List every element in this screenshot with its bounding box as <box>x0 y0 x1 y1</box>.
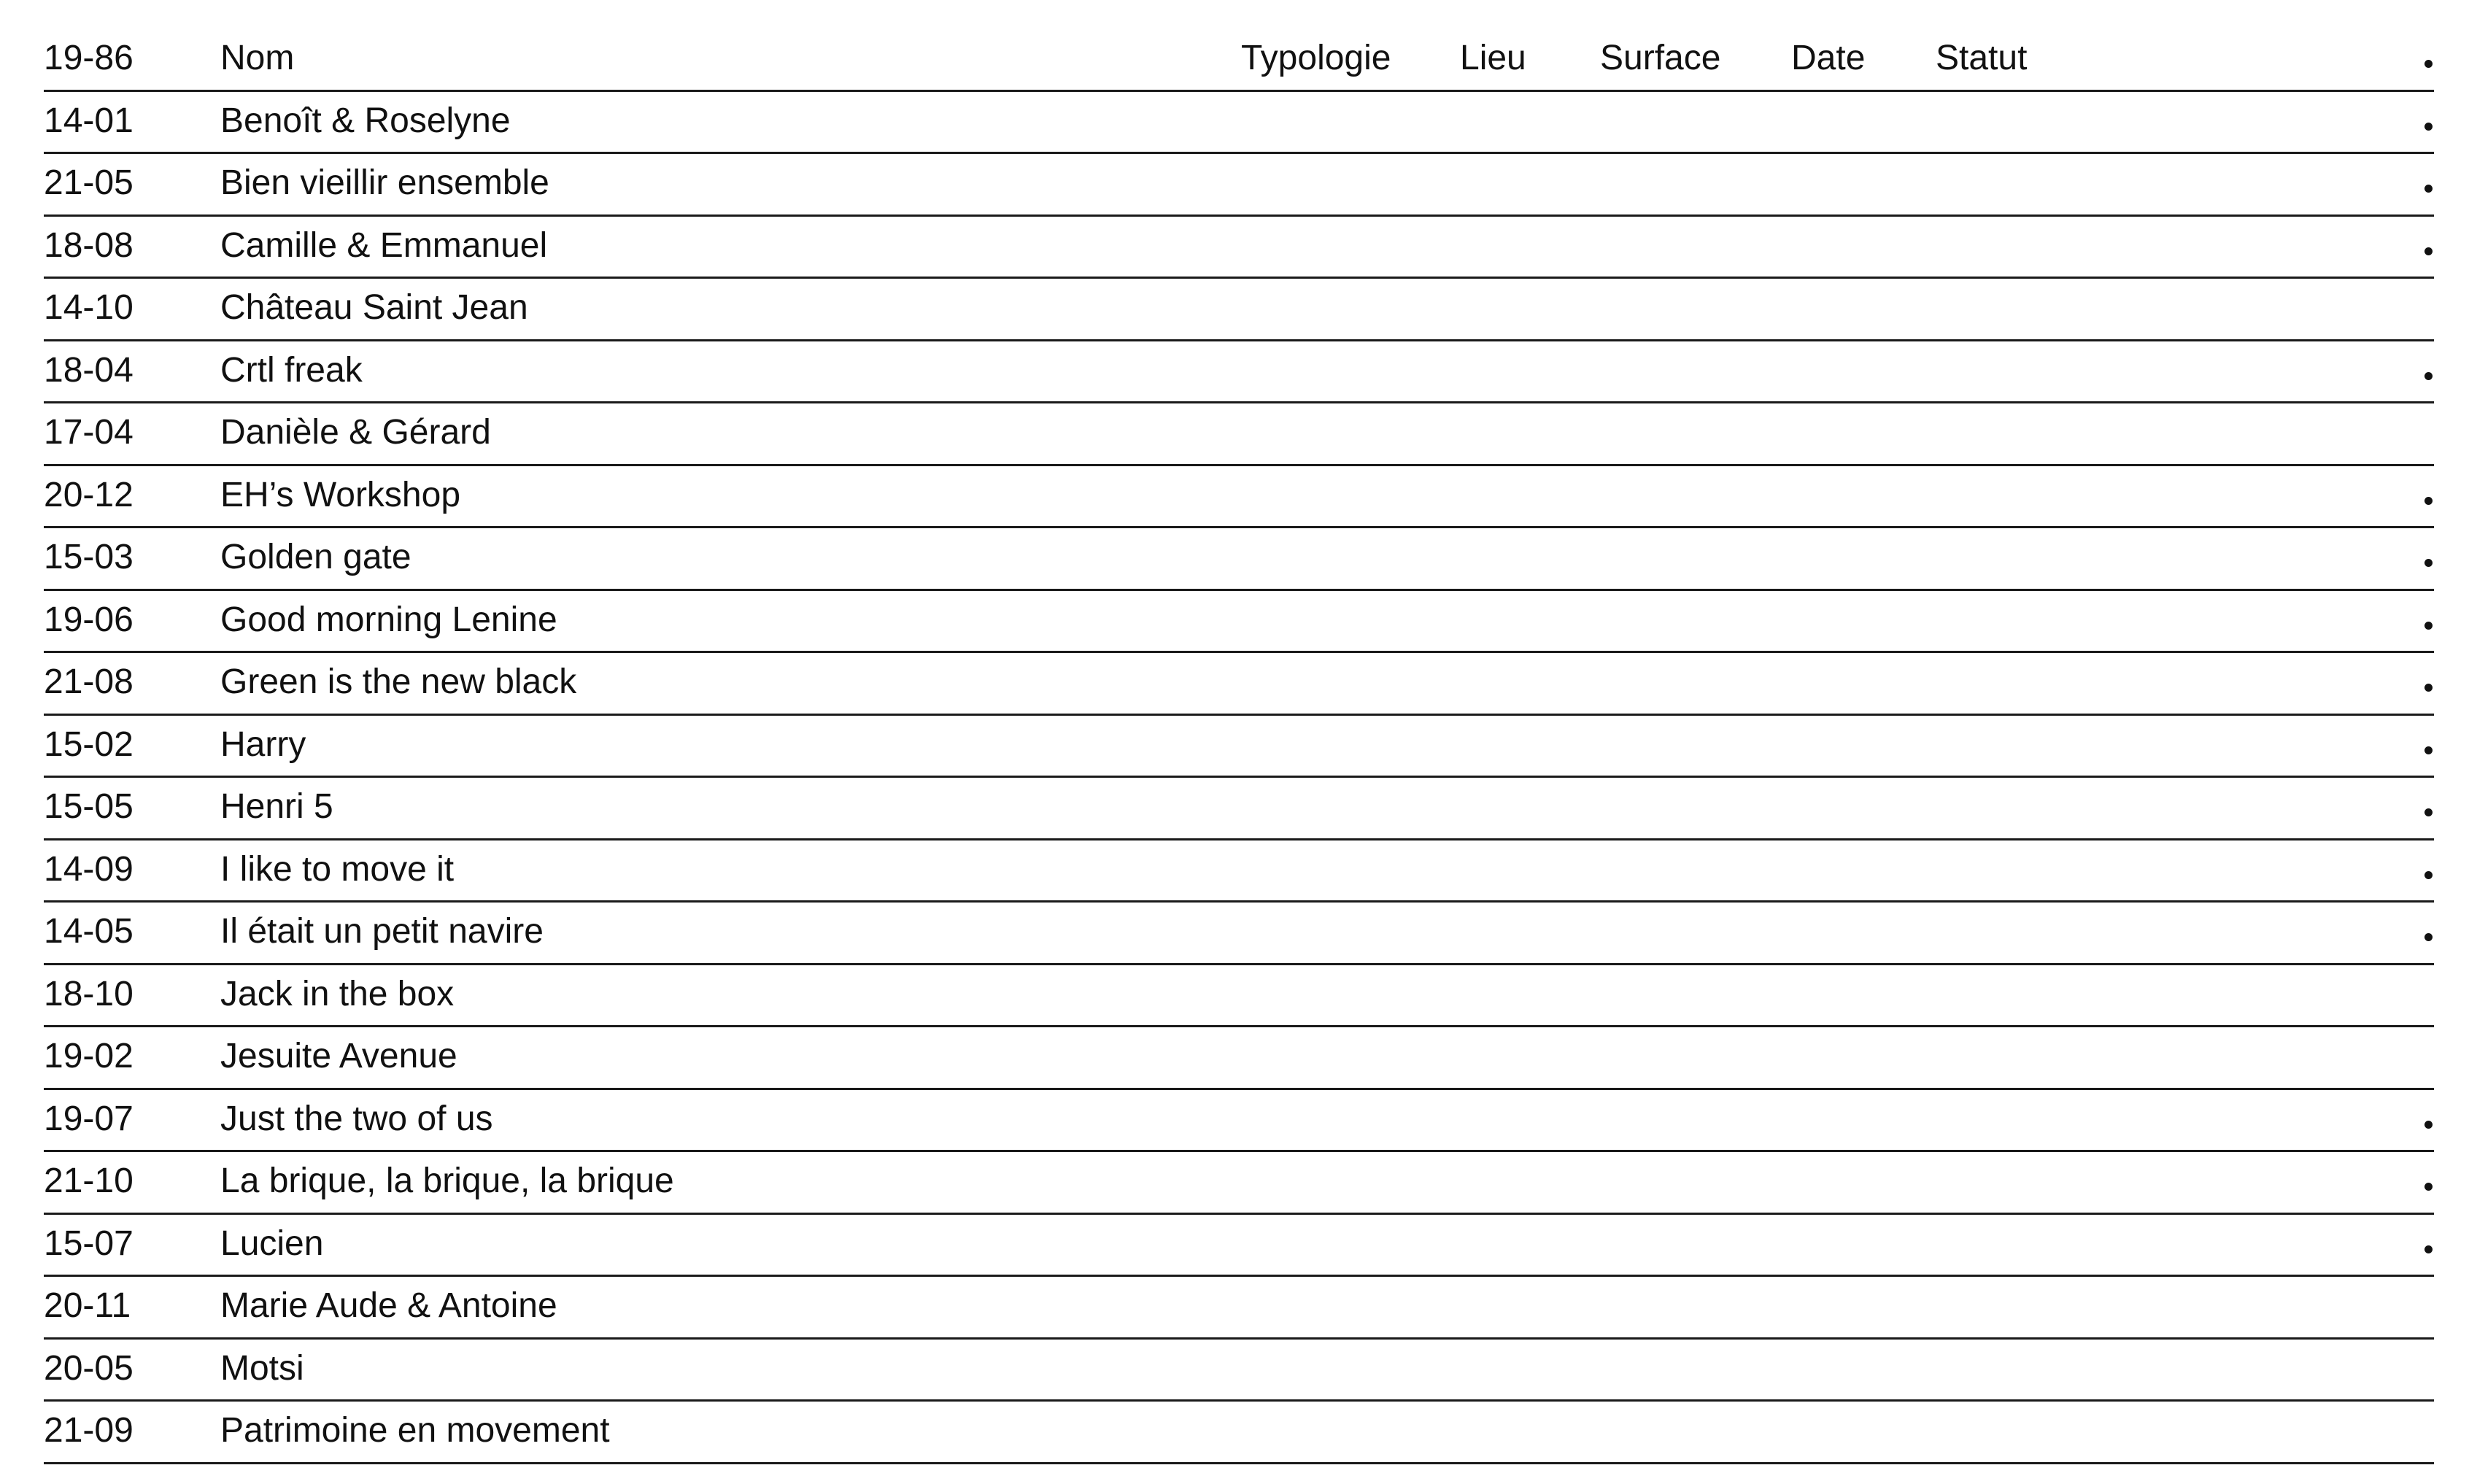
header-dot-icon <box>2424 60 2433 68</box>
header-statut[interactable]: Statut <box>1936 39 2028 77</box>
project-name-link[interactable]: Benoît & Roselyne <box>220 101 511 140</box>
row-dot-icon <box>2424 247 2433 255</box>
row-dot-icon <box>2424 746 2433 754</box>
project-code: 18-10 <box>44 974 134 1013</box>
row-dot-icon <box>2424 1245 2433 1253</box>
project-name-link[interactable]: Henri 5 <box>220 787 333 826</box>
table-row[interactable] <box>44 903 2434 965</box>
table-row[interactable] <box>44 840 2434 903</box>
header-code[interactable]: 19-86 <box>44 39 134 77</box>
project-code: 17-04 <box>44 413 134 452</box>
table-row[interactable] <box>44 279 2434 341</box>
header-lieu[interactable]: Lieu <box>1460 39 1526 77</box>
table-row[interactable] <box>44 1152 2434 1215</box>
table-row[interactable] <box>44 341 2434 404</box>
table-row[interactable] <box>44 965 2434 1028</box>
row-dot-icon <box>2424 1121 2433 1129</box>
project-code: 15-07 <box>44 1224 134 1263</box>
row-dot-icon <box>2424 933 2433 941</box>
project-name-link[interactable]: Harry <box>220 724 306 764</box>
project-name-link[interactable]: Château Saint Jean <box>220 288 528 327</box>
row-dot-icon <box>2424 1183 2433 1191</box>
project-code: 19-06 <box>44 600 134 639</box>
project-name-link[interactable]: Crtl freak <box>220 350 363 390</box>
header-surface[interactable]: Surface <box>1600 39 1721 77</box>
project-name-link[interactable]: La brique, la brique, la brique <box>220 1162 674 1200</box>
table-row[interactable] <box>44 92 2434 155</box>
project-code: 14-09 <box>44 849 134 889</box>
project-name-link[interactable]: Il était un petit navire <box>220 912 544 951</box>
row-dot-icon <box>2424 808 2433 816</box>
table-row[interactable] <box>44 1090 2434 1153</box>
project-code: 14-01 <box>44 101 134 140</box>
project-name-link[interactable]: Bien vieillir ensemble <box>220 163 549 202</box>
project-name-link[interactable]: Danièle & Gérard <box>220 413 491 452</box>
row-dot-icon <box>2424 684 2433 692</box>
project-code: 15-03 <box>44 538 134 576</box>
table-row[interactable] <box>44 466 2434 529</box>
project-code: 20-05 <box>44 1348 134 1388</box>
row-dot-icon <box>2424 871 2433 879</box>
project-code: 15-05 <box>44 787 134 826</box>
row-dot-icon <box>2424 559 2433 567</box>
header-date[interactable]: Date <box>1791 39 1866 77</box>
table-row[interactable] <box>44 591 2434 654</box>
header-nom[interactable]: Nom <box>220 39 295 77</box>
table-row[interactable] <box>44 1215 2434 1278</box>
project-name-link[interactable]: Green is the new black <box>220 662 577 701</box>
project-code: 21-09 <box>44 1411 134 1450</box>
table-row[interactable] <box>44 217 2434 279</box>
row-dot-icon <box>2424 372 2433 380</box>
table-body <box>44 92 2434 1464</box>
project-name-link[interactable]: Jack in the box <box>220 974 455 1013</box>
header-typologie[interactable]: Typologie <box>1241 39 1391 77</box>
project-code: 14-05 <box>44 912 134 951</box>
project-code: 18-04 <box>44 350 134 390</box>
table-row[interactable] <box>44 1340 2434 1402</box>
project-code: 15-02 <box>44 724 134 764</box>
table-row[interactable] <box>44 653 2434 716</box>
project-name-link[interactable]: Golden gate <box>220 538 412 576</box>
project-code: 14-10 <box>44 288 134 327</box>
project-code: 19-07 <box>44 1099 134 1138</box>
project-name-link[interactable]: Good morning Lenine <box>220 600 557 639</box>
table-row[interactable] <box>44 528 2434 591</box>
project-code: 21-08 <box>44 662 134 701</box>
row-dot-icon <box>2424 497 2433 505</box>
project-name-link[interactable]: EH’s Workshop <box>220 475 461 514</box>
project-code: 20-11 <box>44 1286 131 1325</box>
table-row[interactable] <box>44 1027 2434 1090</box>
project-name-link[interactable]: Jesuite Avenue <box>220 1037 457 1075</box>
project-name-link[interactable]: Camille & Emmanuel <box>220 225 548 265</box>
project-name-link[interactable]: I like to move it <box>220 849 455 889</box>
project-code: 18-08 <box>44 225 134 265</box>
project-name-link[interactable]: Just the two of us <box>220 1099 493 1138</box>
row-dot-icon <box>2424 622 2433 630</box>
table-header-row <box>44 29 2434 92</box>
project-code: 19-02 <box>44 1037 134 1075</box>
project-name-link[interactable]: Patrimoine en movement <box>220 1411 610 1450</box>
table-row[interactable] <box>44 154 2434 217</box>
table-row[interactable] <box>44 1402 2434 1464</box>
project-code: 21-10 <box>44 1162 134 1200</box>
table-row[interactable] <box>44 778 2434 840</box>
projects-table <box>44 29 2434 1464</box>
project-name-link[interactable]: Marie Aude & Antoine <box>220 1286 557 1325</box>
table-row[interactable] <box>44 403 2434 466</box>
project-code: 21-05 <box>44 163 134 202</box>
project-name-link[interactable]: Motsi <box>220 1348 304 1388</box>
table-row[interactable] <box>44 1277 2434 1340</box>
row-dot-icon <box>2424 185 2433 193</box>
project-name-link[interactable]: Lucien <box>220 1224 324 1263</box>
project-code: 20-12 <box>44 475 134 514</box>
row-dot-icon <box>2424 123 2433 131</box>
table-row[interactable] <box>44 716 2434 778</box>
